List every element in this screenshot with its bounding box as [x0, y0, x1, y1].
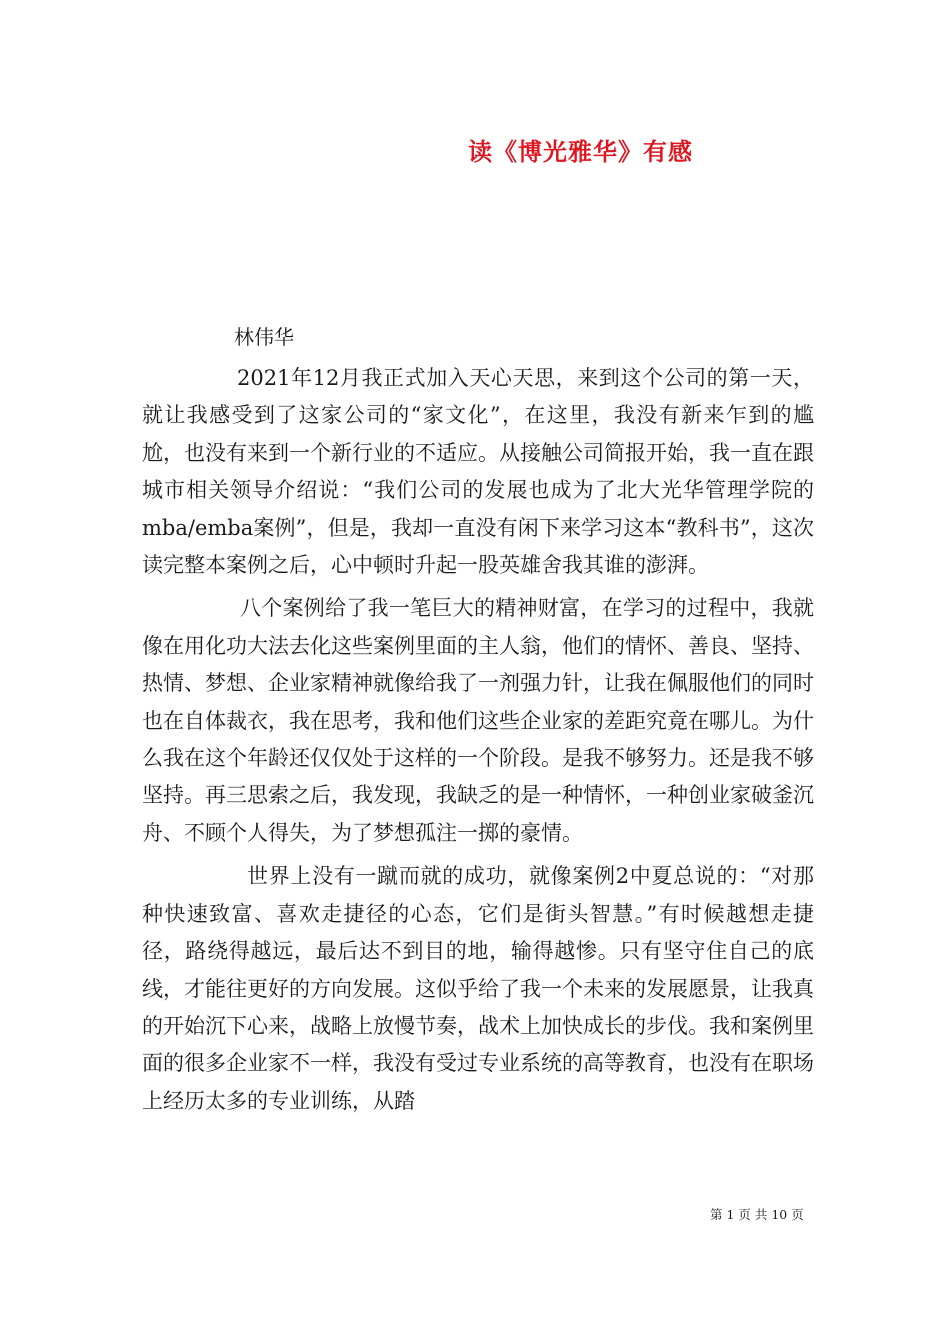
paragraph-1: 2021年12月我正式加入天心天思，来到这个公司的第一天，就让我感受到了这家公司的“家文化”，在这里，我没有新来乍到的尴尬，也没有来到一个新行业的不适应。从接触公司简报开始，我一直在跟城市相关领导介绍说：“我们公司的发展也成为了北大光华管理学院的mba/emba案例”，但是，我却一直没有闲下来学习这本“教科书”，这次读完整本案例之后，心中顿时升起一股英雄舍我其谁的澎湃。: [142, 366, 814, 578]
document-body: [142, 360, 814, 1120]
author-name: 林伟华: [234, 325, 294, 349]
paragraph-2: 八个案例给了我一笔巨大的精神财富，在学习的过程中，我就像在用化功大法去化这些案例里面的主人翁，他们的情怀、善良、坚持、热情、梦想、企业家精神就像给我了一剂强力针，让我在佩服他们的同时也在自体裁衣，我在思考，我和他们这些企业家的差距究竟在哪儿。为什么我在这个年龄还仅仅处于这样的一个阶段。是我不够努力。还是我不够坚持。再三思索之后，我发现，我缺乏的是一种情怀，一种创业家破釜沉舟、不顾个人得失，为了梦想孤注一掷的豪情。: [142, 596, 814, 845]
document-title: 读《博光雅华》有感: [468, 137, 693, 166]
page-footer: 第 1 页 共 10 页: [710, 1207, 804, 1222]
paragraph-3: 世界上没有一蹴而就的成功，就像案例2中夏总说的：“对那种快速致富、喜欢走捷径的心态，它们是街头智慧。”有时候越想走捷径，路绕得越远，最后达不到目的地，输得越惨。只有坚守住自己的底线，才能往更好的方向发展。这似乎给了我一个未来的发展愿景，让我真的开始沉下心来，战略上放慢节奏，战术上加快成长的步伐。我和案例里面的很多企业家不一样，我没有受过专业系统的高等教育，也没有在职场上经历太多的专业训练，从踏: [142, 864, 814, 1113]
